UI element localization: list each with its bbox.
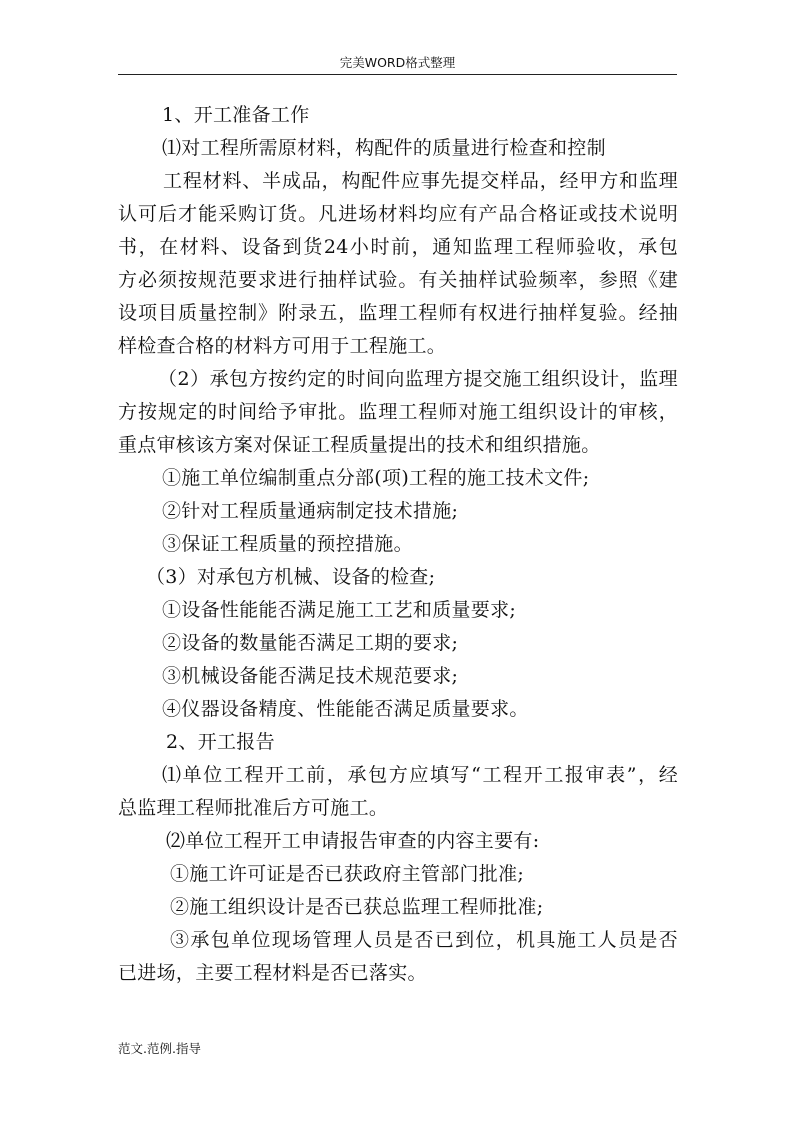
paragraph-line: 设项目质量控制》附录五，监理工程师有权进行抽样复验。经抽: [118, 302, 678, 324]
header-text: 完美WORD格式整理: [339, 55, 456, 70]
paragraph-line: 总监理工程师批准后方可施工。: [118, 797, 389, 819]
list-item: ②针对工程质量通病制定技术措施;: [162, 500, 459, 522]
list-item: ②施工组织设计是否已获总监理工程师批准;: [170, 896, 544, 918]
paragraph-line: 方按规定的时间给予审批。监理工程师对施工组织设计的审核，: [118, 401, 678, 423]
list-item: ③承包单位现场管理人员是否已到位，机具施工人员是否: [170, 929, 678, 951]
document-body: [118, 99, 678, 990]
list-item: ②设备的数量能否满足工期的要求;: [162, 632, 459, 654]
page-header: [118, 52, 677, 75]
paragraph-line: 重点审核该方案对保证工程质量提出的技术和组织措施。: [118, 434, 601, 456]
subsection-heading: ⑵单位工程开工申请报告审查的内容主要有:: [166, 830, 540, 852]
subsection-heading: （3）对承包方机械、设备的检查;: [146, 566, 436, 588]
list-item: ①设备性能能否满足施工工艺和质量要求;: [162, 599, 517, 621]
paragraph-line: 方必须按规范要求进行抽样试验。有关抽样试验频率，参照《建: [118, 269, 678, 291]
list-item: ③机械设备能否满足技术规范要求;: [162, 665, 459, 687]
list-item: ③保证工程质量的预控措施。: [162, 533, 413, 555]
paragraph-line: 工程材料、半成品，构配件应事先提交样品，经甲方和监理: [163, 170, 678, 192]
footer-text: 范文.范例.指导: [118, 1041, 201, 1056]
page-footer: [118, 1040, 201, 1058]
section-heading-2: 2、开工报告: [166, 731, 275, 753]
list-item: ①施工许可证是否已获政府主管部门批准;: [170, 863, 525, 885]
paragraph-line: 样检查合格的材料方可用于工程施工。: [118, 335, 447, 357]
paragraph-line: 已进场，主要工程材料是否已落实。: [118, 962, 427, 984]
paragraph-line: （2）承包方按约定的时间向监理方提交施工组织设计，监理: [158, 368, 678, 390]
paragraph-line: ⑴单位工程开工前，承包方应填写“工程开工报审表”，经: [162, 764, 678, 786]
list-item: ①施工单位编制重点分部(项)工程的施工技术文件;: [162, 467, 590, 489]
paragraph-line: 书，在材料、设备到货24小时前，通知监理工程师验收，承包: [118, 236, 678, 258]
list-item: ④仪器设备精度、性能能否满足质量要求。: [162, 698, 529, 720]
subsection-heading: ⑴对工程所需原材料，构配件的质量进行检查和控制: [162, 137, 606, 159]
section-heading-1: 1、开工准备工作: [162, 104, 310, 126]
paragraph-line: 认可后才能采购订货。凡进场材料均应有产品合格证或技术说明: [118, 203, 678, 225]
